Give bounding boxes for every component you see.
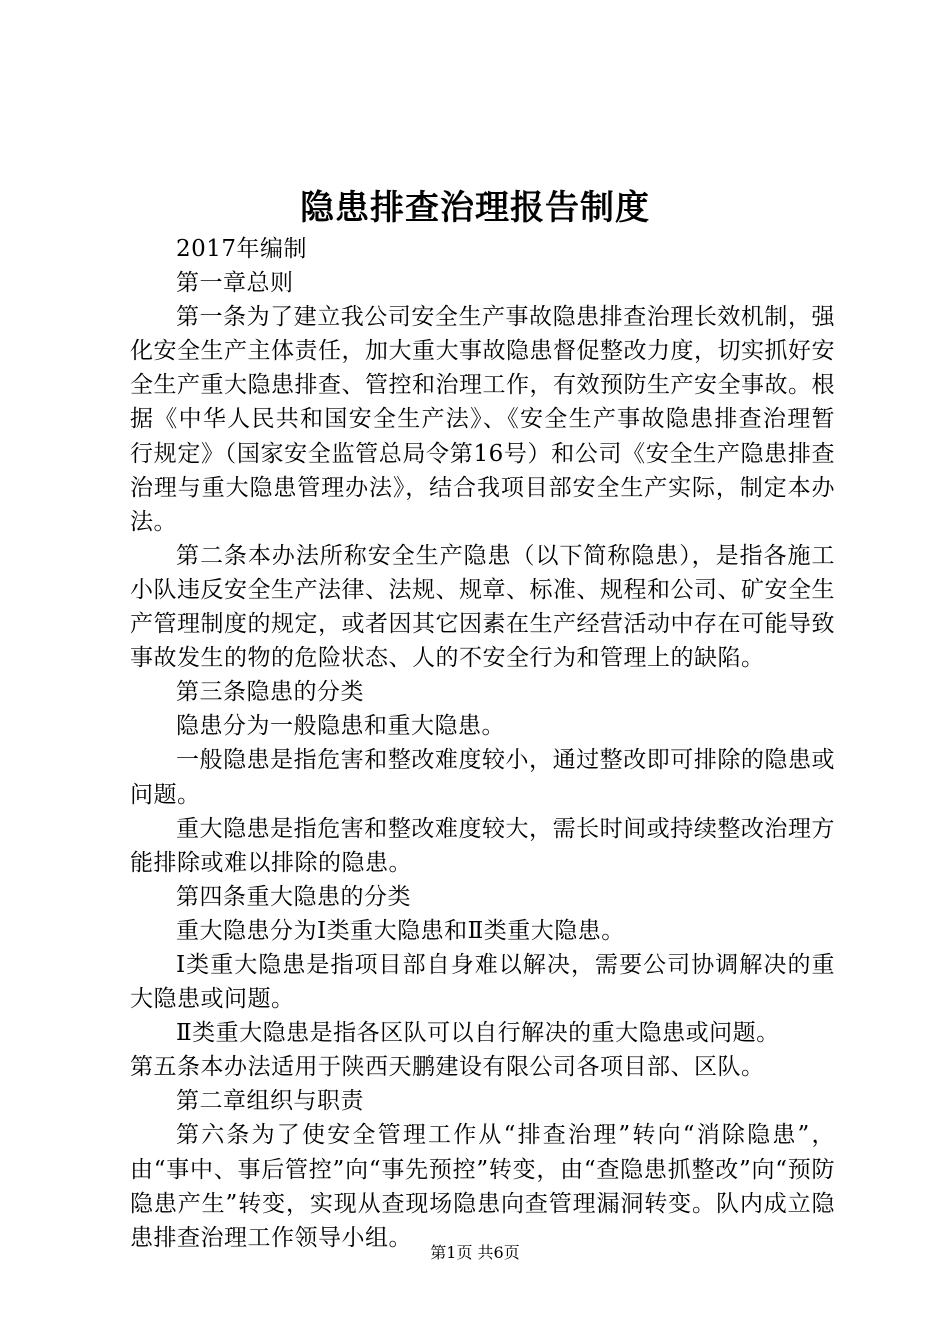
article-4-heading: 第四条重大隐患的分类 <box>176 883 411 910</box>
paragraph-class-2: Ⅱ类重大隐患是指各区队可以自行解决的重大隐患或问题。 <box>176 1020 780 1047</box>
paragraph-general-hazard: 一般隐患是指危害和整改难度较小，通过整改即可排除的隐患或问题。 <box>130 747 835 808</box>
paragraph-class-1: Ⅰ类重大隐患是指项目部自身难以解决，需要公司协调解决的重大隐患或问题。 <box>130 951 835 1013</box>
article-1: 第一条为了建立我公司安全生产事故隐患排查治理长效机制，强化安全生产主体责任，加大重大事故隐患督促整改力度，切实抓好安全生产重大隐患排查、管控和治理工作，有效预防生产安全事故。根据《中华人民共和国安全生产法》、《安全生产事故隐患排查治理暂行规定》（国家安全监管总局令第16号）和公司《安全生产隐患排查治理与重大隐患管理办法》，结合我项目部安全生产实际，制定本办法。 <box>130 304 835 535</box>
document-title: 隐患排查治理报告制度 <box>300 188 650 228</box>
paragraph-major-classes: 重大隐患分为Ⅰ类重大隐患和Ⅱ类重大隐患。 <box>176 917 625 944</box>
chapter-heading-1: 第一章总则 <box>176 270 294 297</box>
chapter-heading-2: 第二章组织与职责 <box>176 1088 364 1115</box>
article-2: 第二条本办法所称安全生产隐患（以下简称隐患），是指各施工小队违反安全生产法律、法规、规章、标准、规程和公司、矿安全生产管理制度的规定，或者因其它因素在生产经营活动中存在可能导致事故发生的物的危险状态、人的不安全行为和管理上的缺陷。 <box>130 542 835 672</box>
document-body <box>130 232 835 1255</box>
article-6: 第六条为了使安全管理工作从“排查治理”转向“消除隐患”，由“事中、事后管控”向“事先预控”转变，由“查隐患抓整改”向“预防隐患产生”转变，实现从查现场隐患向查管理漏洞转变。队内成立隐患排查治理工作领导小组。 <box>130 1122 835 1251</box>
paragraph-year: 2017年编制 <box>176 236 308 262</box>
article-5: 第五条本办法适用于陕西天鹏建设有限公司各项目部、区队。 <box>130 1054 765 1081</box>
page-footer: 第1页 共6页 <box>430 1243 520 1262</box>
paragraph-major-hazard: 重大隐患是指危害和整改难度较大，需长时间或持续整改治理方能排除或难以排除的隐患。 <box>130 815 835 876</box>
article-3-heading: 第三条隐患的分类 <box>176 679 364 706</box>
paragraph-classification: 隐患分为一般隐患和重大隐患。 <box>176 713 505 740</box>
